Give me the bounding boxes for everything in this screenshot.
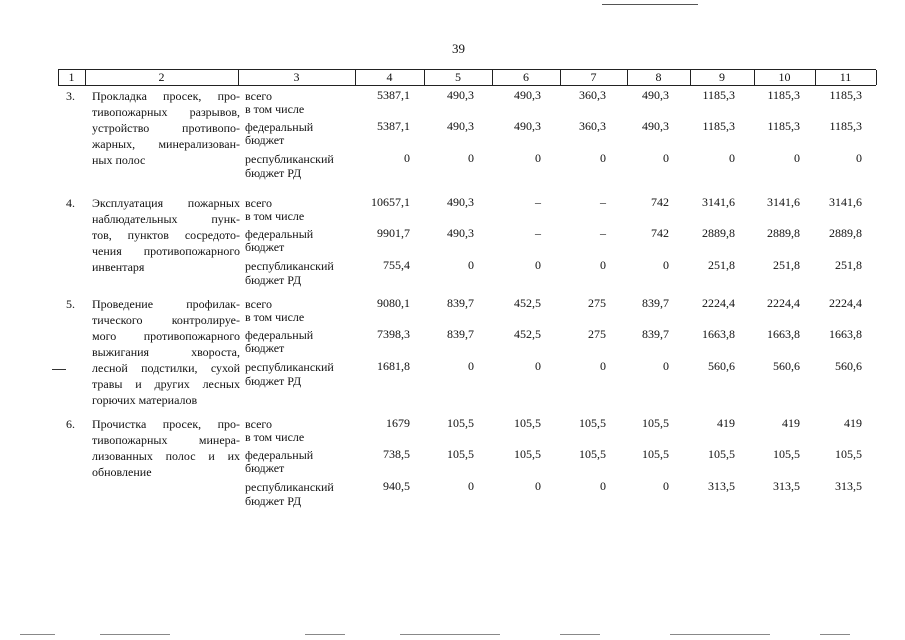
description-line: Эксплуатация пожарных — [92, 196, 240, 210]
value-cell: 105,5 — [642, 416, 669, 430]
value-cell: 360,3 — [579, 119, 606, 133]
funding-label: бюджет РД — [245, 166, 302, 180]
value-cell: 490,3 — [447, 88, 474, 102]
value-cell: 560,6 — [835, 359, 862, 373]
row-number: 5. — [66, 297, 75, 311]
description-line: тического контролируе- — [92, 313, 240, 327]
value-cell: 0 — [468, 479, 474, 493]
row-number: 4. — [66, 196, 75, 210]
value-cell: 2224,4 — [767, 296, 800, 310]
value-cell: 452,5 — [514, 327, 541, 341]
description-line: мого противопожарного — [92, 329, 240, 343]
value-cell: 419 — [717, 416, 735, 430]
value-cell: 251,8 — [773, 258, 800, 272]
value-cell: 490,3 — [447, 195, 474, 209]
value-cell: 0 — [663, 479, 669, 493]
header-column-divider — [876, 70, 877, 85]
description-line: Прочистка просек, про- — [92, 417, 240, 431]
value-cell: 0 — [600, 258, 606, 272]
value-cell: 490,3 — [642, 88, 669, 102]
value-cell: 0 — [856, 151, 862, 165]
description-line: устройство противопо- — [92, 121, 240, 135]
description-line: тов, пунктов сосредото- — [92, 228, 240, 242]
value-cell: 839,7 — [642, 296, 669, 310]
value-cell: 490,3 — [642, 119, 669, 133]
value-cell: 3141,6 — [702, 195, 735, 209]
header-cell-6: 6 — [523, 70, 529, 84]
value-cell: 0 — [468, 359, 474, 373]
description-line: травы и других лесных — [92, 377, 240, 391]
value-cell: 839,7 — [447, 327, 474, 341]
value-cell: 313,5 — [835, 479, 862, 493]
header-bottom-line — [58, 85, 876, 86]
description-line: наблюдательных пунк- — [92, 212, 240, 226]
description-line: лизованных полос и их — [92, 449, 240, 463]
value-cell: 275 — [588, 296, 606, 310]
funding-label: бюджет — [245, 461, 285, 475]
row-description — [92, 416, 240, 480]
value-cell: 7398,3 — [377, 327, 410, 341]
funding-label: федеральный — [245, 448, 314, 462]
value-cell: 0 — [729, 151, 735, 165]
value-cell: 105,5 — [514, 447, 541, 461]
value-cell: 560,6 — [708, 359, 735, 373]
value-cell: 251,8 — [835, 258, 862, 272]
value-cell: 1185,3 — [702, 88, 735, 102]
value-cell: 0 — [663, 359, 669, 373]
value-cell: 105,5 — [642, 447, 669, 461]
funding-label: в том числе — [245, 430, 305, 444]
scan-artifact-mark — [820, 634, 850, 635]
value-cell: 251,8 — [708, 258, 735, 272]
scan-artifact-mark — [100, 634, 170, 635]
value-cell: 1663,8 — [829, 327, 862, 341]
header-cell-8: 8 — [655, 70, 662, 84]
value-cell: 419 — [782, 416, 800, 430]
value-cell: 2224,4 — [702, 296, 735, 310]
value-cell: 419 — [844, 416, 862, 430]
row-description — [92, 296, 240, 408]
header-cell-5: 5 — [455, 70, 461, 84]
value-cell: – — [600, 195, 606, 209]
row-description — [92, 195, 240, 275]
description-line: жарных, минерализован- — [92, 137, 240, 151]
funding-label: республиканский — [245, 360, 334, 374]
funding-label: бюджет РД — [245, 273, 302, 287]
value-cell: 0 — [535, 359, 541, 373]
funding-label: бюджет РД — [245, 374, 302, 388]
value-cell: 839,7 — [642, 327, 669, 341]
description-line: инвентаря — [92, 260, 145, 274]
value-cell: 0 — [794, 151, 800, 165]
scan-artifact-mark — [52, 369, 66, 370]
header-cell-11: 11 — [839, 70, 852, 84]
value-cell: 839,7 — [447, 296, 474, 310]
value-cell: 1185,3 — [767, 88, 800, 102]
value-cell: 490,3 — [447, 226, 474, 240]
value-cell: 5387,1 — [377, 119, 410, 133]
header-cell-3: 3 — [293, 70, 300, 84]
value-cell: – — [535, 226, 541, 240]
value-cell: 275 — [588, 327, 606, 341]
value-cell: 3141,6 — [767, 195, 800, 209]
value-cell: 490,3 — [514, 119, 541, 133]
value-cell: 0 — [468, 151, 474, 165]
value-cell: 313,5 — [708, 479, 735, 493]
description-line: тивопожарных минера- — [92, 433, 240, 447]
value-cell: 0 — [663, 258, 669, 272]
header-cell-2: 2 — [158, 70, 165, 84]
description-line: выжигания хвороста, — [92, 345, 240, 359]
value-cell: 105,5 — [835, 447, 862, 461]
funding-label: в том числе — [245, 209, 305, 223]
value-cell: – — [535, 195, 541, 209]
funding-label: республиканский — [245, 480, 334, 494]
value-cell: 0 — [404, 151, 410, 165]
funding-label: федеральный — [245, 328, 314, 342]
value-cell: 0 — [468, 258, 474, 272]
description-line: горючих материалов — [92, 393, 198, 407]
value-cell: 755,4 — [383, 258, 410, 272]
value-cell: 452,5 — [514, 296, 541, 310]
description-line: чения противопожарного — [92, 244, 240, 258]
funding-label: бюджет — [245, 133, 285, 147]
scan-artifact-mark — [20, 634, 55, 635]
value-cell: 105,5 — [708, 447, 735, 461]
description-line: Проведение профилак- — [92, 297, 240, 311]
funding-label: всего — [245, 297, 273, 311]
funding-label: бюджет — [245, 341, 285, 355]
description-line: Прокладка просек, про- — [92, 89, 240, 103]
value-cell: 0 — [600, 359, 606, 373]
value-cell: 0 — [600, 479, 606, 493]
value-cell: 9080,1 — [377, 296, 410, 310]
value-cell: 1679 — [386, 416, 410, 430]
scan-artifact-mark — [305, 634, 345, 635]
value-cell: 105,5 — [447, 447, 474, 461]
value-cell: 105,5 — [514, 416, 541, 430]
value-cell: 0 — [535, 151, 541, 165]
value-cell: 1185,3 — [829, 119, 862, 133]
value-cell: 1663,8 — [767, 327, 800, 341]
value-cell: 940,5 — [383, 479, 410, 493]
funding-label: республиканский — [245, 152, 334, 166]
description-line: обновление — [92, 465, 152, 479]
value-cell: 490,3 — [514, 88, 541, 102]
row-number: 3. — [66, 89, 75, 103]
funding-label: всего — [245, 89, 273, 103]
value-cell: 738,5 — [383, 447, 410, 461]
value-cell: 490,3 — [447, 119, 474, 133]
value-cell: 105,5 — [447, 416, 474, 430]
value-cell: 742 — [651, 226, 669, 240]
row-description — [92, 88, 240, 168]
value-cell: 742 — [651, 195, 669, 209]
value-cell: 0 — [535, 258, 541, 272]
value-cell: 0 — [535, 479, 541, 493]
scan-artifact-mark — [400, 634, 500, 635]
value-cell: 1681,8 — [377, 359, 410, 373]
value-cell: 560,6 — [773, 359, 800, 373]
value-cell: 1185,3 — [702, 119, 735, 133]
value-cell: 2889,8 — [702, 226, 735, 240]
value-cell: 2889,8 — [829, 226, 862, 240]
value-cell: – — [600, 226, 606, 240]
value-cell: 313,5 — [773, 479, 800, 493]
scan-artifact-mark — [670, 634, 770, 635]
scan-artifact-mark — [602, 4, 698, 5]
header-cell-7: 7 — [590, 70, 597, 84]
value-cell: 0 — [663, 151, 669, 165]
funding-label: в том числе — [245, 310, 305, 324]
value-cell: 10657,1 — [371, 195, 410, 209]
header-cell-1: 1 — [68, 70, 75, 84]
row-number: 6. — [66, 417, 75, 431]
funding-label: всего — [245, 196, 273, 210]
value-cell: 105,5 — [579, 416, 606, 430]
header-cell-4: 4 — [386, 70, 393, 84]
value-cell: 360,3 — [579, 88, 606, 102]
description-line: лесной подстилки, сухой — [92, 361, 240, 375]
value-cell: 2224,4 — [829, 296, 862, 310]
value-cell: 9901,7 — [377, 226, 410, 240]
value-cell: 5387,1 — [377, 88, 410, 102]
scan-artifact-mark — [560, 634, 600, 635]
description-line: тивопожарных разрывов, — [92, 105, 240, 119]
funding-label: республиканский — [245, 259, 334, 273]
value-cell: 0 — [600, 151, 606, 165]
funding-label: в том числе — [245, 102, 305, 116]
value-cell: 1185,3 — [767, 119, 800, 133]
funding-label: всего — [245, 417, 273, 431]
value-cell: 2889,8 — [767, 226, 800, 240]
value-cell: 105,5 — [579, 447, 606, 461]
value-cell: 3141,6 — [829, 195, 862, 209]
funding-label: бюджет РД — [245, 494, 302, 508]
funding-label: федеральный — [245, 120, 314, 134]
value-cell: 1663,8 — [702, 327, 735, 341]
funding-label: бюджет — [245, 240, 285, 254]
description-line: ных полос — [92, 153, 146, 167]
value-cell: 1185,3 — [829, 88, 862, 102]
value-cell: 105,5 — [773, 447, 800, 461]
header-cell-9: 9 — [719, 70, 725, 84]
header-cell-10: 10 — [778, 70, 791, 84]
funding-label: федеральный — [245, 227, 314, 241]
page-number: 39 — [452, 41, 465, 56]
